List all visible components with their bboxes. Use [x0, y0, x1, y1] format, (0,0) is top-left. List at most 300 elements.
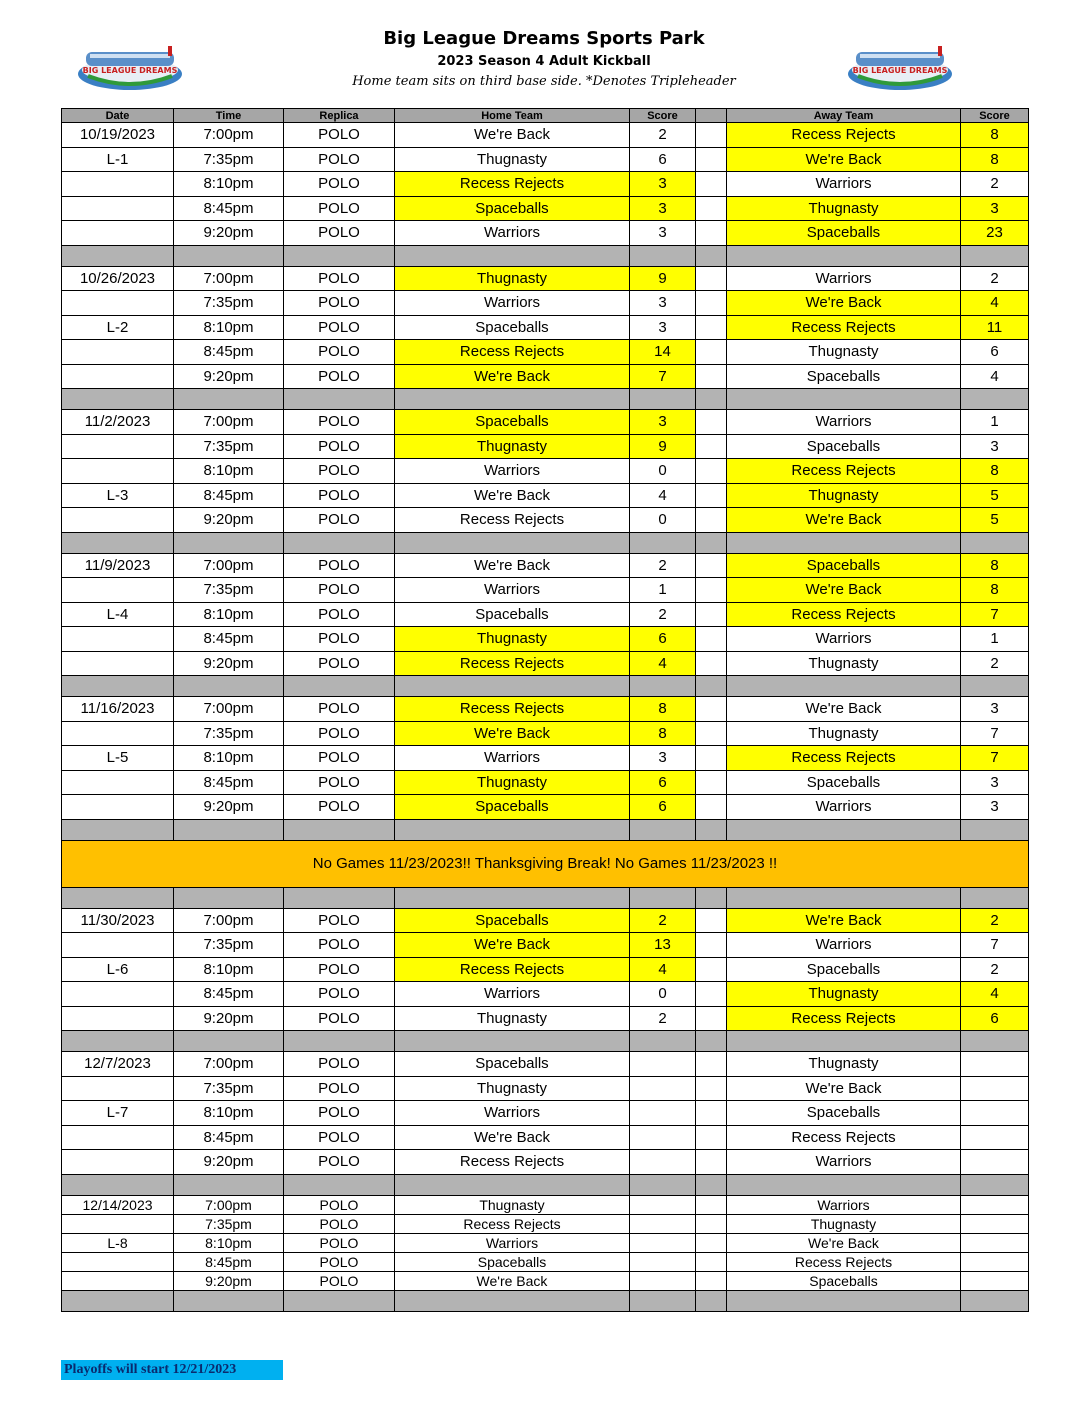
- column-header: Score: [961, 109, 1029, 123]
- table-row: [62, 627, 1029, 652]
- time-cell: 7:00pm: [174, 266, 284, 291]
- home-team-cell: Recess Rejects: [395, 1214, 630, 1233]
- spacer-cell: [62, 389, 174, 410]
- spacer-cell: [727, 245, 961, 266]
- time-cell: 8:10pm: [174, 315, 284, 340]
- spacer-cell: [284, 1031, 395, 1052]
- spacer-cell: [62, 1174, 174, 1195]
- separator-cell: [696, 908, 727, 933]
- replica-cell: POLO: [284, 746, 395, 771]
- time-cell: 7:35pm: [174, 291, 284, 316]
- date-cell: [62, 1006, 174, 1031]
- spacer-cell: [174, 532, 284, 553]
- separator-cell: [696, 291, 727, 316]
- home-team-cell: We're Back: [395, 721, 630, 746]
- spacer-cell: [961, 676, 1029, 697]
- time-cell: 8:45pm: [174, 483, 284, 508]
- date-cell: [62, 1076, 174, 1101]
- home-team-cell: Warriors: [395, 578, 630, 603]
- home-team-cell: Thugnasty: [395, 1006, 630, 1031]
- table-row: [62, 1052, 1029, 1077]
- away-team-cell: We're Back: [727, 697, 961, 722]
- date-cell: [62, 508, 174, 533]
- replica-cell: POLO: [284, 1252, 395, 1271]
- away-score-cell: [961, 1195, 1029, 1214]
- replica-cell: POLO: [284, 364, 395, 389]
- time-cell: 9:20pm: [174, 1150, 284, 1175]
- spacer-cell: [395, 1174, 630, 1195]
- replica-cell: POLO: [284, 508, 395, 533]
- time-cell: 7:35pm: [174, 721, 284, 746]
- time-cell: 9:20pm: [174, 1006, 284, 1031]
- home-score-cell: 6: [630, 147, 696, 172]
- spacer-cell: [961, 819, 1029, 840]
- time-cell: 8:10pm: [174, 957, 284, 982]
- table-row: [62, 147, 1029, 172]
- separator-cell: [696, 933, 727, 958]
- spacer-cell: [630, 389, 696, 410]
- away-team-cell: Recess Rejects: [727, 459, 961, 484]
- page-subtitle: 2023 Season 4 Adult Kickball: [437, 54, 651, 69]
- table-row: [62, 364, 1029, 389]
- time-cell: 8:10pm: [174, 172, 284, 197]
- away-score-cell: 2: [961, 651, 1029, 676]
- table-row: [62, 1195, 1029, 1214]
- replica-cell: POLO: [284, 1195, 395, 1214]
- away-team-cell: Thugnasty: [727, 982, 961, 1007]
- table-row: [62, 1076, 1029, 1101]
- time-cell: 9:20pm: [174, 795, 284, 820]
- home-score-cell: 1: [630, 578, 696, 603]
- spacer-cell: [174, 819, 284, 840]
- date-cell: 11/16/2023: [62, 697, 174, 722]
- date-cell: 10/19/2023: [62, 123, 174, 148]
- table-row: [62, 1150, 1029, 1175]
- home-team-cell: We're Back: [395, 364, 630, 389]
- away-score-cell: 1: [961, 627, 1029, 652]
- away-score-cell: 8: [961, 147, 1029, 172]
- away-team-cell: Spaceballs: [727, 1101, 961, 1126]
- spacer-cell: [284, 819, 395, 840]
- spacer-cell: [696, 819, 727, 840]
- spacer-cell: [395, 887, 630, 908]
- spacer-cell: [630, 245, 696, 266]
- home-team-cell: Warriors: [395, 982, 630, 1007]
- separator-cell: [696, 721, 727, 746]
- time-cell: 8:45pm: [174, 1125, 284, 1150]
- home-score-cell: [630, 1150, 696, 1175]
- table-row: [62, 795, 1029, 820]
- away-team-cell: Thugnasty: [727, 483, 961, 508]
- league-cell: L-7: [62, 1101, 174, 1126]
- table-row: [62, 1252, 1029, 1271]
- home-score-cell: 13: [630, 933, 696, 958]
- home-score-cell: 2: [630, 1006, 696, 1031]
- replica-cell: POLO: [284, 1214, 395, 1233]
- separator-cell: [696, 770, 727, 795]
- home-score-cell: [630, 1233, 696, 1252]
- logo-text: BIG LEAGUE DREAMS: [852, 66, 948, 75]
- spacer-row: [62, 245, 1029, 266]
- spacer-cell: [696, 245, 727, 266]
- replica-cell: POLO: [284, 770, 395, 795]
- home-score-cell: 3: [630, 196, 696, 221]
- table-row: [62, 483, 1029, 508]
- date-cell: 12/14/2023: [62, 1195, 174, 1214]
- spacer-cell: [62, 819, 174, 840]
- date-cell: 12/7/2023: [62, 1052, 174, 1077]
- home-score-cell: 3: [630, 291, 696, 316]
- table-row: [62, 508, 1029, 533]
- home-team-cell: Recess Rejects: [395, 172, 630, 197]
- date-cell: [62, 196, 174, 221]
- home-score-cell: 3: [630, 221, 696, 246]
- table-row: [62, 746, 1029, 771]
- away-score-cell: 4: [961, 291, 1029, 316]
- away-score-cell: 2: [961, 957, 1029, 982]
- spacer-cell: [696, 1031, 727, 1052]
- separator-cell: [696, 508, 727, 533]
- table-row: [62, 982, 1029, 1007]
- away-score-cell: [961, 1101, 1029, 1126]
- away-team-cell: Warriors: [727, 1195, 961, 1214]
- away-team-cell: Recess Rejects: [727, 315, 961, 340]
- date-cell: [62, 1125, 174, 1150]
- league-cell: L-3: [62, 483, 174, 508]
- away-score-cell: 3: [961, 795, 1029, 820]
- replica-cell: POLO: [284, 553, 395, 578]
- logo-text: BIG LEAGUE DREAMS: [82, 66, 178, 75]
- away-team-cell: We're Back: [727, 147, 961, 172]
- spacer-cell: [727, 532, 961, 553]
- date-cell: [62, 364, 174, 389]
- away-score-cell: [961, 1150, 1029, 1175]
- table-row: [62, 1101, 1029, 1126]
- away-score-cell: 7: [961, 602, 1029, 627]
- spacer-cell: [62, 676, 174, 697]
- spacer-cell: [395, 532, 630, 553]
- table-row: [62, 651, 1029, 676]
- home-score-cell: 2: [630, 908, 696, 933]
- separator-cell: [696, 697, 727, 722]
- spacer-cell: [961, 245, 1029, 266]
- table-row: [62, 266, 1029, 291]
- separator-cell: [696, 147, 727, 172]
- home-score-cell: 4: [630, 651, 696, 676]
- home-score-cell: [630, 1052, 696, 1077]
- spacer-cell: [395, 389, 630, 410]
- home-team-cell: Recess Rejects: [395, 1150, 630, 1175]
- away-score-cell: [961, 1125, 1029, 1150]
- spacer-cell: [961, 1174, 1029, 1195]
- separator-cell: [696, 364, 727, 389]
- separator-cell: [696, 602, 727, 627]
- separator-cell: [696, 1214, 727, 1233]
- away-team-cell: Recess Rejects: [727, 1252, 961, 1271]
- spacer-cell: [961, 887, 1029, 908]
- replica-cell: POLO: [284, 410, 395, 435]
- home-team-cell: Thugnasty: [395, 266, 630, 291]
- spacer-cell: [284, 532, 395, 553]
- home-score-cell: 14: [630, 340, 696, 365]
- away-team-cell: Spaceballs: [727, 1271, 961, 1290]
- away-team-cell: Thugnasty: [727, 196, 961, 221]
- time-cell: 8:10pm: [174, 1233, 284, 1252]
- separator-cell: [696, 1006, 727, 1031]
- separator-cell: [696, 1101, 727, 1126]
- away-team-cell: Recess Rejects: [727, 602, 961, 627]
- replica-cell: POLO: [284, 627, 395, 652]
- spacer-cell: [284, 389, 395, 410]
- date-cell: [62, 340, 174, 365]
- replica-cell: POLO: [284, 266, 395, 291]
- home-team-cell: Spaceballs: [395, 1252, 630, 1271]
- spacer-cell: [727, 676, 961, 697]
- league-cell: L-1: [62, 147, 174, 172]
- spacer-cell: [395, 819, 630, 840]
- separator-cell: [696, 459, 727, 484]
- time-cell: 8:45pm: [174, 770, 284, 795]
- time-cell: 7:35pm: [174, 434, 284, 459]
- separator-cell: [696, 578, 727, 603]
- table-row: [62, 291, 1029, 316]
- away-team-cell: Warriors: [727, 627, 961, 652]
- away-score-cell: 3: [961, 196, 1029, 221]
- home-team-cell: We're Back: [395, 1125, 630, 1150]
- league-cell: L-4: [62, 602, 174, 627]
- replica-cell: POLO: [284, 721, 395, 746]
- time-cell: 7:00pm: [174, 1052, 284, 1077]
- table-row: [62, 340, 1029, 365]
- replica-cell: POLO: [284, 221, 395, 246]
- away-team-cell: Thugnasty: [727, 721, 961, 746]
- away-score-cell: 2: [961, 266, 1029, 291]
- separator-cell: [696, 553, 727, 578]
- separator-cell: [696, 221, 727, 246]
- spacer-cell: [727, 1174, 961, 1195]
- time-cell: 7:00pm: [174, 1195, 284, 1214]
- separator-cell: [696, 315, 727, 340]
- home-team-cell: Recess Rejects: [395, 340, 630, 365]
- spacer-cell: [174, 245, 284, 266]
- home-score-cell: 3: [630, 746, 696, 771]
- spacer-cell: [630, 1174, 696, 1195]
- date-cell: 11/30/2023: [62, 908, 174, 933]
- away-team-cell: Thugnasty: [727, 340, 961, 365]
- spacer-cell: [62, 532, 174, 553]
- separator-cell: [696, 1252, 727, 1271]
- home-team-cell: Warriors: [395, 221, 630, 246]
- column-header: Away Team: [727, 109, 961, 123]
- time-cell: 8:10pm: [174, 1101, 284, 1126]
- table-row: [62, 908, 1029, 933]
- home-team-cell: Recess Rejects: [395, 651, 630, 676]
- table-row: [62, 221, 1029, 246]
- date-cell: 11/9/2023: [62, 553, 174, 578]
- table-row: [62, 1214, 1029, 1233]
- date-cell: [62, 982, 174, 1007]
- table-row: [62, 697, 1029, 722]
- home-team-cell: Spaceballs: [395, 1052, 630, 1077]
- league-cell: L-2: [62, 315, 174, 340]
- spacer-cell: [174, 676, 284, 697]
- away-score-cell: 7: [961, 933, 1029, 958]
- away-score-cell: 3: [961, 770, 1029, 795]
- time-cell: 7:00pm: [174, 410, 284, 435]
- spacer-cell: [395, 1031, 630, 1052]
- separator-cell: [696, 627, 727, 652]
- home-team-cell: Spaceballs: [395, 410, 630, 435]
- spacer-cell: [630, 532, 696, 553]
- table-row: [62, 602, 1029, 627]
- away-score-cell: 7: [961, 721, 1029, 746]
- spacer-cell: [284, 676, 395, 697]
- spacer-cell: [62, 1031, 174, 1052]
- schedule-table: [61, 108, 1029, 1312]
- home-score-cell: 7: [630, 364, 696, 389]
- separator-cell: [696, 123, 727, 148]
- spacer-cell: [284, 245, 395, 266]
- time-cell: 7:35pm: [174, 147, 284, 172]
- away-team-cell: Spaceballs: [727, 770, 961, 795]
- away-team-cell: Warriors: [727, 410, 961, 435]
- spacer-cell: [284, 887, 395, 908]
- away-team-cell: Warriors: [727, 1150, 961, 1175]
- playoffs-banner: Playoffs will start 12/21/2023: [61, 1360, 283, 1380]
- replica-cell: POLO: [284, 957, 395, 982]
- home-team-cell: Warriors: [395, 291, 630, 316]
- home-score-cell: 0: [630, 982, 696, 1007]
- time-cell: 8:45pm: [174, 627, 284, 652]
- table-row: [62, 721, 1029, 746]
- home-score-cell: 2: [630, 553, 696, 578]
- home-score-cell: [630, 1195, 696, 1214]
- home-team-cell: Thugnasty: [395, 627, 630, 652]
- away-team-cell: Spaceballs: [727, 553, 961, 578]
- home-score-cell: 4: [630, 483, 696, 508]
- home-team-cell: Spaceballs: [395, 602, 630, 627]
- away-score-cell: 5: [961, 508, 1029, 533]
- spacer-row: [62, 1031, 1029, 1052]
- home-team-cell: Spaceballs: [395, 908, 630, 933]
- time-cell: 9:20pm: [174, 364, 284, 389]
- spacer-cell: [62, 1290, 174, 1311]
- column-header: Home Team: [395, 109, 630, 123]
- away-team-cell: Spaceballs: [727, 434, 961, 459]
- separator-cell: [696, 957, 727, 982]
- home-score-cell: [630, 1076, 696, 1101]
- table-row: [62, 1125, 1029, 1150]
- replica-cell: POLO: [284, 578, 395, 603]
- spacer-cell: [395, 676, 630, 697]
- separator-cell: [696, 1052, 727, 1077]
- separator-cell: [696, 651, 727, 676]
- away-team-cell: Thugnasty: [727, 1052, 961, 1077]
- spacer-cell: [727, 819, 961, 840]
- spacer-cell: [174, 1174, 284, 1195]
- replica-cell: POLO: [284, 434, 395, 459]
- table-header-row: [62, 109, 1029, 123]
- home-score-cell: [630, 1252, 696, 1271]
- time-cell: 7:00pm: [174, 553, 284, 578]
- separator-cell: [696, 1076, 727, 1101]
- table-row: [62, 933, 1029, 958]
- home-score-cell: 4: [630, 957, 696, 982]
- away-team-cell: We're Back: [727, 291, 961, 316]
- date-cell: [62, 795, 174, 820]
- time-cell: 7:00pm: [174, 123, 284, 148]
- replica-cell: POLO: [284, 1076, 395, 1101]
- away-score-cell: 3: [961, 434, 1029, 459]
- replica-cell: POLO: [284, 123, 395, 148]
- spacer-cell: [62, 245, 174, 266]
- home-team-cell: Recess Rejects: [395, 957, 630, 982]
- time-cell: 7:35pm: [174, 1214, 284, 1233]
- home-score-cell: 8: [630, 721, 696, 746]
- home-team-cell: We're Back: [395, 553, 630, 578]
- date-cell: [62, 1214, 174, 1233]
- replica-cell: POLO: [284, 602, 395, 627]
- notice-row: [62, 840, 1029, 887]
- spacer-cell: [727, 1031, 961, 1052]
- spacer-row: [62, 1174, 1029, 1195]
- date-cell: [62, 1252, 174, 1271]
- league-cell: L-6: [62, 957, 174, 982]
- column-header: Date: [62, 109, 174, 123]
- spacer-cell: [174, 1290, 284, 1311]
- home-score-cell: 3: [630, 410, 696, 435]
- table-row: [62, 1006, 1029, 1031]
- date-cell: [62, 291, 174, 316]
- time-cell: 8:45pm: [174, 1252, 284, 1271]
- spacer-cell: [696, 1290, 727, 1311]
- time-cell: 8:10pm: [174, 459, 284, 484]
- away-score-cell: [961, 1271, 1029, 1290]
- away-score-cell: 3: [961, 697, 1029, 722]
- date-cell: [62, 721, 174, 746]
- table-row: [62, 459, 1029, 484]
- away-score-cell: [961, 1076, 1029, 1101]
- separator-cell: [696, 483, 727, 508]
- date-cell: 11/2/2023: [62, 410, 174, 435]
- time-cell: 8:45pm: [174, 196, 284, 221]
- home-team-cell: We're Back: [395, 123, 630, 148]
- replica-cell: POLO: [284, 1233, 395, 1252]
- replica-cell: POLO: [284, 795, 395, 820]
- time-cell: 7:00pm: [174, 697, 284, 722]
- replica-cell: POLO: [284, 1006, 395, 1031]
- home-team-cell: Thugnasty: [395, 770, 630, 795]
- home-team-cell: Warriors: [395, 1233, 630, 1252]
- home-team-cell: Recess Rejects: [395, 508, 630, 533]
- home-score-cell: [630, 1271, 696, 1290]
- replica-cell: POLO: [284, 196, 395, 221]
- date-cell: [62, 434, 174, 459]
- league-cell: L-8: [62, 1233, 174, 1252]
- spacer-cell: [727, 389, 961, 410]
- date-cell: [62, 221, 174, 246]
- home-team-cell: We're Back: [395, 1271, 630, 1290]
- home-score-cell: 2: [630, 123, 696, 148]
- away-score-cell: 4: [961, 364, 1029, 389]
- home-team-cell: Spaceballs: [395, 795, 630, 820]
- spacer-cell: [174, 389, 284, 410]
- home-score-cell: 6: [630, 627, 696, 652]
- home-score-cell: 6: [630, 770, 696, 795]
- spacer-cell: [961, 1031, 1029, 1052]
- away-score-cell: 11: [961, 315, 1029, 340]
- table-row: [62, 578, 1029, 603]
